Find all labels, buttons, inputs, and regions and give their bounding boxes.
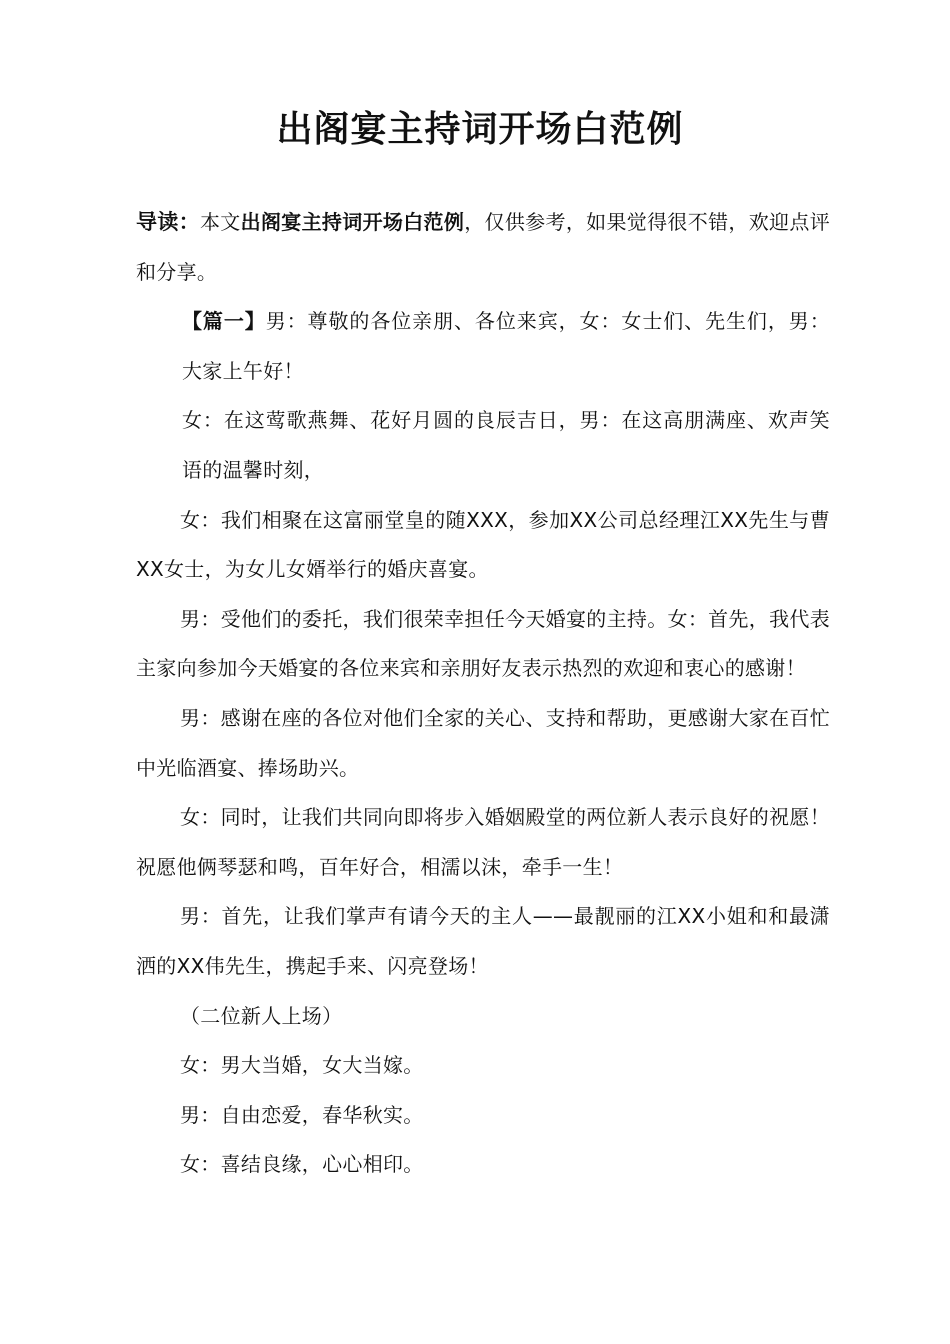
paragraph-11: 女：喜结良缘，心心相印。 bbox=[180, 1152, 424, 1177]
document-title: 出阁宴主持词开场白范例 bbox=[276, 109, 684, 150]
paragraph-3: 女：我们相聚在这富丽堂皇的随XXX，参加XX公司总经理江XX先生与曹XX女士，为女儿女婿举行的婚庆喜宴。 bbox=[136, 507, 830, 582]
paragraph-8: （二位新人上场） bbox=[180, 1003, 343, 1028]
paragraph-7: 男：首先，让我们掌声有请今天的主人——最靓丽的江XX小姐和和最潇洒的XX伟先生，携起手来、闪亮登场！ bbox=[136, 904, 830, 978]
paragraph-4: 男：受他们的委托，我们很荣幸担任今天婚宴的主持。女：首先，我代表主家向参加今天婚宴的各位来宾和亲朋好友表示热烈的欢迎和衷心的感谢！ bbox=[136, 606, 830, 681]
paragraph-9: 女：男大当婚，女大当嫁。 bbox=[180, 1053, 424, 1078]
intro-paragraph bbox=[136, 198, 830, 297]
intro-highlight: 出阁宴主持词开场白范例 bbox=[240, 210, 465, 234]
paragraph-6: 女：同时，让我们共同向即将步入婚姻殿堂的两位新人表示良好的祝愿！祝愿他俩琴瑟和鸣，百年好合，相濡以沫，牵手一生！ bbox=[136, 805, 830, 879]
paragraph-2: 女：在这莺歌燕舞、花好月圆的良辰吉日，男：在这高朋满座、欢声笑语的温馨时刻， bbox=[182, 408, 830, 482]
paragraph-1-text: 男：尊敬的各位亲朋、各位来宾，女：女士们、先生们，男：大家上午好！ bbox=[182, 309, 830, 383]
intro-lead: 导读： bbox=[136, 210, 200, 234]
document-body bbox=[136, 198, 830, 1190]
section-label: 【篇一】 bbox=[182, 309, 266, 334]
intro-before: 本文 bbox=[199, 210, 241, 234]
intro-after: ，仅供参考，如果觉得很不错，欢迎点评和分享。 bbox=[136, 210, 830, 284]
paragraph-5: 男：感谢在座的各位对他们全家的关心、支持和帮助，更感谢大家在百忙中光临酒宴、捧场助兴。 bbox=[136, 705, 830, 780]
paragraph-1 bbox=[136, 297, 830, 396]
paragraph-10: 男：自由恋爱，春华秋实。 bbox=[180, 1102, 424, 1127]
